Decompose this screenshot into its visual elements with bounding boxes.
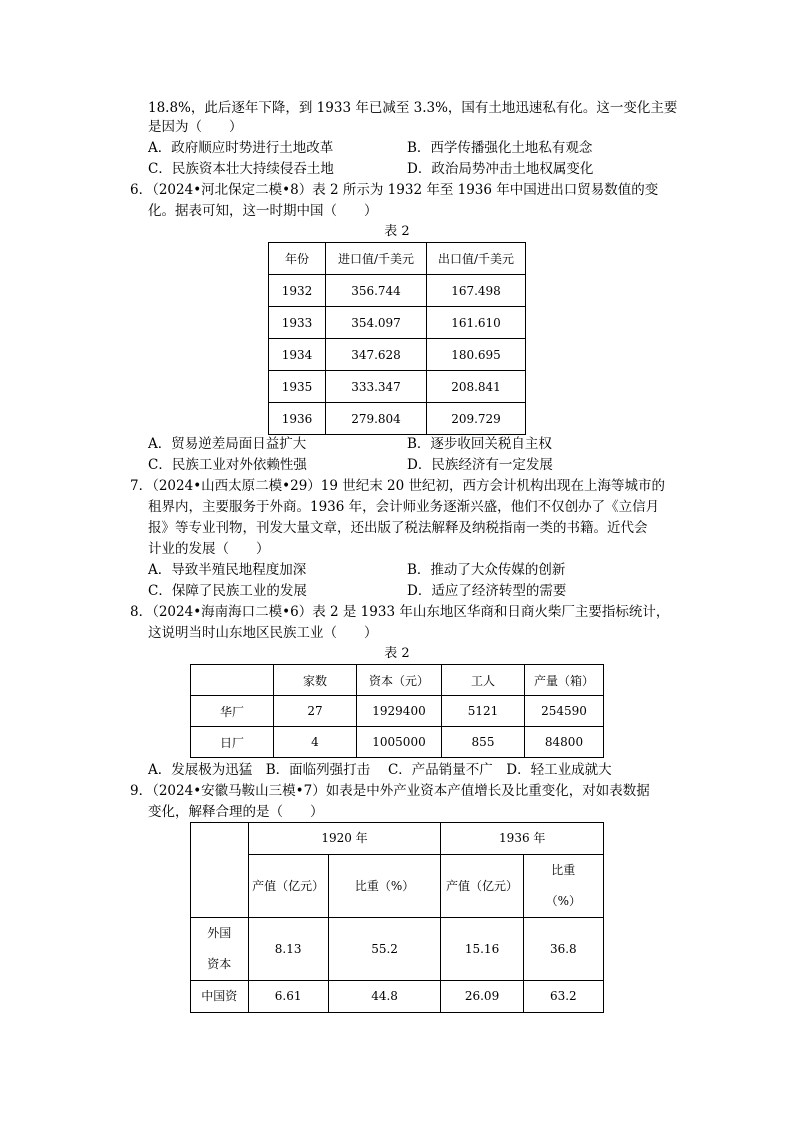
q8-table-title: 表 2 <box>384 646 410 661</box>
table-header-cell: 1920 年 <box>248 823 441 855</box>
q7-option-a[interactable]: A．导致半殖民地程度加深 <box>148 562 307 578</box>
table-cell: 180.695 <box>427 339 526 371</box>
q8-match-factory-table <box>190 664 604 758</box>
q8-options[interactable]: A．发展极为迅猛 B．面临列强打击 C．产品销量不广 D．轻工业成就大 <box>148 762 612 778</box>
q9-stem-line-1: 9．（2024•安徽马鞍山三模•7）如表是中外产业资本产值增长及比重变化，对如表数据 <box>130 783 650 799</box>
q9-stem-line-2: 变化，解释合理的是（ ） <box>148 804 324 820</box>
table-cell: 209.729 <box>427 403 526 435</box>
q5-option-a[interactable]: A．政府顺应时势进行土地改革 <box>148 140 334 156</box>
table-cell: 5121 <box>442 696 525 727</box>
table-row <box>269 275 526 307</box>
q9-capital-table <box>190 822 604 1013</box>
table-cell: 1934 <box>269 339 326 371</box>
table-corner-cell <box>191 823 249 918</box>
q6-option-d[interactable]: D．民族经济有一定发展 <box>407 457 553 473</box>
table-cell: 333.347 <box>326 371 427 403</box>
table-cell: 6.61 <box>248 981 328 1013</box>
table-cell: 15.16 <box>441 918 523 981</box>
table-row <box>269 307 526 339</box>
q6-trade-table <box>268 242 526 435</box>
table-cell: 华厂 <box>191 696 274 727</box>
table-cell: 354.097 <box>326 307 427 339</box>
q7-stem-line-3: 报》等专业刊物，刊发大量文章，还出版了税法解释及纳税指南一类的书籍。近代会 <box>148 520 648 536</box>
table-header-cell: 资本（元） <box>357 665 442 696</box>
table-cell: 347.628 <box>326 339 427 371</box>
table-cell: 4 <box>274 727 357 758</box>
table-cell: 208.841 <box>427 371 526 403</box>
table-cell: 1933 <box>269 307 326 339</box>
table-header-cell: 出口值/千美元 <box>427 243 526 275</box>
table-row <box>191 918 604 981</box>
table-header-cell: 家数 <box>274 665 357 696</box>
table-cell: 55.2 <box>328 918 441 981</box>
q5-option-c[interactable]: C．民族资本壮大持续侵吞土地 <box>148 161 334 177</box>
table-cell: 26.09 <box>441 981 523 1013</box>
table-cell: 1005000 <box>357 727 442 758</box>
table-header-cell: 产量（箱） <box>525 665 604 696</box>
table-row <box>269 371 526 403</box>
q7-option-b[interactable]: B．推动了大众传媒的创新 <box>407 562 566 578</box>
q7-stem-line-1: 7．（2024•山西太原二模•29）19 世纪末 20 世纪初，西方会计机构出现在上海等城市的 <box>130 478 666 494</box>
q7-option-d[interactable]: D．适应了经济转型的需要 <box>407 583 567 599</box>
table-row <box>191 727 604 758</box>
q6-table-title: 表 2 <box>384 224 410 239</box>
table-cell: 8.13 <box>248 918 328 981</box>
table-cell: 36.8 <box>523 918 603 981</box>
q7-stem-line-2: 租界内，主要服务于外商。1936 年，会计师业务逐渐兴盛，他们不仅创办了《立信月 <box>148 499 660 515</box>
table-header-row <box>269 243 526 275</box>
q8-stem-line-1: 8．（2024•海南海口二模•6）表 2 是 1933 年山东地区华商和日商火柴厂主要指标统计， <box>130 604 670 620</box>
table-cell: 855 <box>442 727 525 758</box>
table-cell: 84800 <box>525 727 604 758</box>
q6-option-b[interactable]: B．逐步收回关税自主权 <box>407 436 552 452</box>
table-cell: 日厂 <box>191 727 274 758</box>
q5-option-b[interactable]: B．西学传播强化土地私有观念 <box>407 140 593 156</box>
table-header-cell: 产值（亿元） <box>441 855 523 918</box>
q5-option-d[interactable]: D．政治局势冲击土地权属变化 <box>407 161 594 177</box>
table-header-cell <box>191 665 274 696</box>
q6-option-a[interactable]: A．贸易逆差局面日益扩大 <box>148 436 307 452</box>
table-cell: 27 <box>274 696 357 727</box>
table-cell: 279.804 <box>326 403 427 435</box>
table-header-cell: 比重（%） <box>523 855 603 918</box>
q7-stem-line-4: 计业的发展（ ） <box>148 541 270 557</box>
table-header-cell: 工人 <box>442 665 525 696</box>
table-cell: 中国资 <box>191 981 249 1013</box>
table-header-cell: 年份 <box>269 243 326 275</box>
table-row <box>191 981 604 1013</box>
table-cell: 356.744 <box>326 275 427 307</box>
table-row <box>269 403 526 435</box>
table-cell: 254590 <box>525 696 604 727</box>
q5-text-line-2: 是因为（ ） <box>148 119 243 135</box>
table-cell: 161.610 <box>427 307 526 339</box>
table-header-row <box>191 665 604 696</box>
table-header-cell: 产值（亿元） <box>248 855 328 918</box>
q6-option-c[interactable]: C．民族工业对外依赖性强 <box>148 457 307 473</box>
table-header-row <box>191 823 604 855</box>
table-row <box>269 339 526 371</box>
table-cell: 167.498 <box>427 275 526 307</box>
q8-stem-line-2: 这说明当时山东地区民族工业（ ） <box>148 625 378 641</box>
table-header-cell: 进口值/千美元 <box>326 243 427 275</box>
q6-stem-line-2: 化。据表可知，这一时期中国（ ） <box>148 203 378 219</box>
table-cell: 44.8 <box>328 981 441 1013</box>
table-subheader-row <box>191 855 604 918</box>
table-cell: 外国资本 <box>191 918 249 981</box>
table-cell: 63.2 <box>523 981 603 1013</box>
table-cell: 1932 <box>269 275 326 307</box>
table-header-cell: 1936 年 <box>441 823 604 855</box>
table-cell: 1936 <box>269 403 326 435</box>
q6-stem-line-1: 6．（2024•河北保定二模•8）表 2 所示为 1932 年至 1936 年中国进出口贸易数值的变 <box>130 182 659 198</box>
table-header-cell: 比重（%） <box>328 855 441 918</box>
table-cell: 1935 <box>269 371 326 403</box>
q7-option-c[interactable]: C．保障了民族工业的发展 <box>148 583 307 599</box>
table-cell: 1929400 <box>357 696 442 727</box>
table-row <box>191 696 604 727</box>
q5-text-line-1: 18.8%，此后逐年下降，到 1933 年已减至 3.3%，国有土地迅速私有化。这一变化主要 <box>148 100 678 116</box>
